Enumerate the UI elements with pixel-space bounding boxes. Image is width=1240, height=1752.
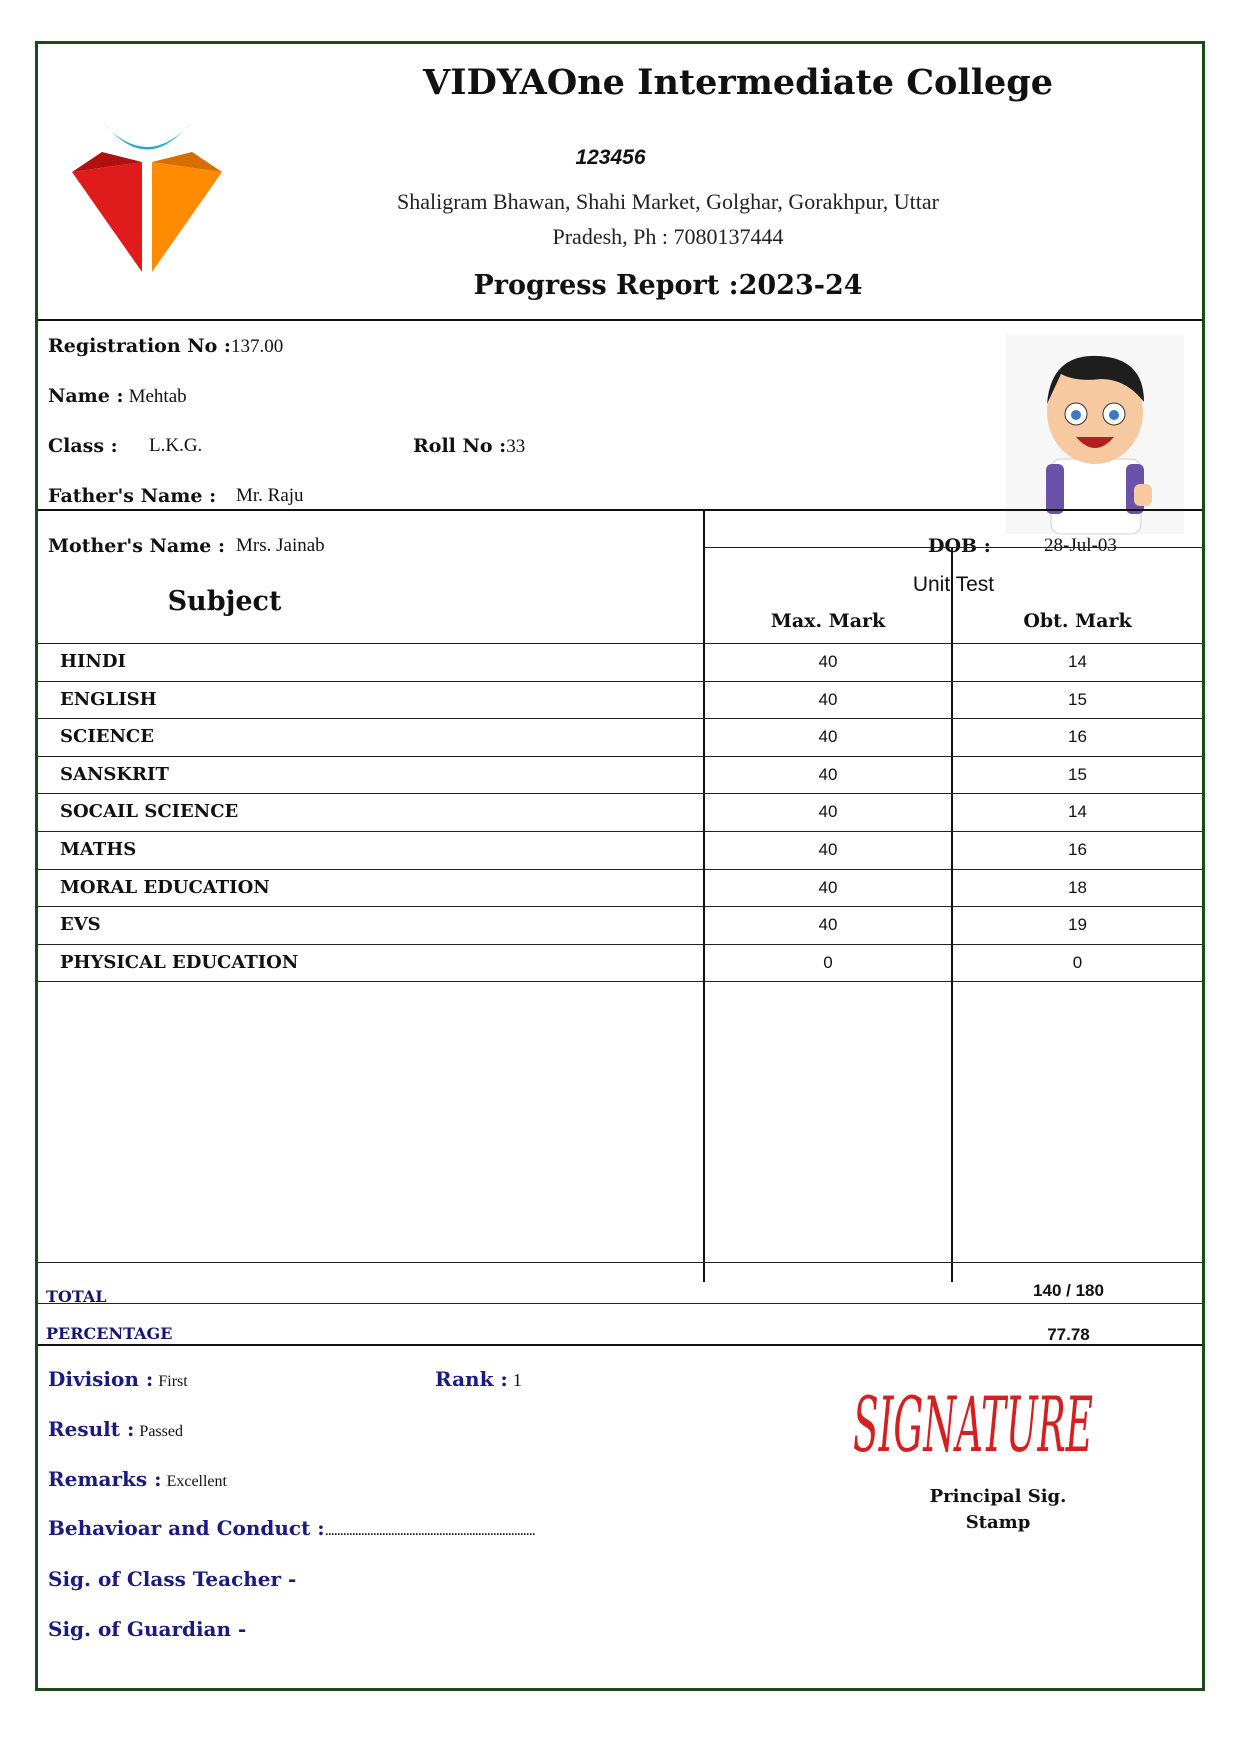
registration-value: 137.00 <box>230 336 284 357</box>
report-title: Progress Report :2023-24 <box>473 270 863 301</box>
class-teacher-signature-label: Sig. of Class Teacher - <box>48 1567 297 1591</box>
guardian-signature-label: Sig. of Guardian - <box>48 1617 247 1641</box>
name-label: Name : <box>48 385 124 407</box>
max-mark-cell: 40 <box>818 840 838 859</box>
unit-test-header: Unit Test <box>912 573 995 596</box>
obt-mark-cell: 15 <box>1068 764 1087 784</box>
obt-mark-cell: 16 <box>1068 840 1087 859</box>
college-name: VIDYAOne Intermediate College <box>422 62 1054 103</box>
rank-row <box>435 1367 522 1391</box>
obt-mark-cell: 18 <box>1068 877 1087 897</box>
dob-value: 28-Jul-03 <box>1044 535 1117 556</box>
principal-label: Principal Sig. <box>929 1486 1067 1507</box>
college-code: 123456 <box>575 146 646 169</box>
remarks-row <box>48 1467 227 1491</box>
father-value: Mr. Raju <box>236 485 304 506</box>
obt-mark-cell: 19 <box>1068 915 1087 935</box>
table-bottom-divider <box>38 1344 1202 1346</box>
obt-mark-cell: 15 <box>1068 689 1087 709</box>
table-row-divider <box>38 869 1202 870</box>
roll-value: 33 <box>506 436 526 457</box>
college-logo <box>62 112 232 282</box>
report-card <box>35 41 1205 1691</box>
division-row <box>48 1367 188 1391</box>
rank-label: Rank : <box>435 1367 508 1391</box>
subject-name: SANSKRIT <box>60 763 169 785</box>
total-value: 140 / 180 <box>1033 1281 1104 1300</box>
class-row <box>48 435 118 457</box>
table-header-divider <box>38 643 1202 644</box>
obt-mark-cell: 16 <box>1068 727 1087 747</box>
class-label: Class : <box>48 435 118 457</box>
signature-text: SIGNATURE <box>853 1380 1093 1470</box>
class-value: L.K.G. <box>149 435 203 456</box>
max-mark-cell: 0 <box>823 952 833 972</box>
subject-name: HINDI <box>60 651 126 672</box>
max-mark-cell: 40 <box>818 652 838 671</box>
address-line-2: Pradesh, Ph : 7080137444 <box>552 224 784 249</box>
behaviour-row <box>48 1516 535 1540</box>
max-mark-cell: 40 <box>818 727 838 747</box>
result-label: Result : <box>48 1417 135 1441</box>
info-divider <box>38 509 1202 511</box>
student-photo <box>1006 334 1184 534</box>
subject-name: SOCAIL SCIENCE <box>60 801 239 823</box>
subject-name: ENGLISH <box>60 688 157 710</box>
rank-value: 1 <box>512 1370 522 1390</box>
table-row-divider <box>38 681 1202 682</box>
max-mark-header: Max. Mark <box>770 610 886 632</box>
address-line-1: Shaligram Bhawan, Shahi Market, Golghar, Gorakhpur, Uttar <box>397 189 939 214</box>
max-mark-cell: 40 <box>818 915 838 935</box>
college-address <box>298 184 1038 254</box>
principal-signature <box>848 1359 1098 1469</box>
name-row <box>48 385 187 408</box>
header-divider <box>38 319 1202 321</box>
subject-name: MORAL EDUCATION <box>60 876 270 898</box>
registration-row <box>48 335 283 358</box>
subject-name: EVS <box>60 914 101 936</box>
name-value: Mehtab <box>128 386 187 407</box>
percentage-value: 77.78 <box>1047 1325 1090 1344</box>
roll-label: Roll No : <box>413 435 507 457</box>
result-row <box>48 1417 183 1441</box>
subject-name: PHYSICAL EDUCATION <box>60 951 299 973</box>
table-row-divider <box>38 793 1202 794</box>
obt-mark-cell: 14 <box>1068 802 1087 822</box>
father-label: Father's Name : <box>48 485 217 507</box>
total-label: TOTAL <box>46 1287 107 1306</box>
table-row-divider <box>38 756 1202 757</box>
remarks-value: Excellent <box>166 1473 227 1490</box>
unit-test-divider <box>705 547 1202 548</box>
mother-label: Mother's Name : <box>48 535 226 557</box>
division-label: Division : <box>48 1367 154 1391</box>
subject-name: SCIENCE <box>60 726 154 748</box>
division-value: First <box>158 1373 188 1390</box>
max-mark-cell: 40 <box>818 689 838 709</box>
remarks-label: Remarks : <box>48 1467 162 1491</box>
registration-label: Registration No : <box>48 335 231 357</box>
table-row-divider <box>38 981 1202 982</box>
max-mark-cell: 40 <box>818 877 838 897</box>
principal-block <box>898 1484 1098 1536</box>
mother-value: Mrs. Jainab <box>236 535 325 556</box>
behaviour-dots: ...................................................................... <box>324 1522 535 1539</box>
dob-label: DOB : <box>928 535 991 557</box>
obt-mark-cell: 14 <box>1068 652 1087 671</box>
table-row-divider <box>38 906 1202 907</box>
max-mark-cell: 40 <box>818 802 838 822</box>
max-mark-cell: 40 <box>818 764 838 784</box>
table-row-divider <box>38 831 1202 832</box>
subject-header: Subject <box>167 586 282 617</box>
obt-mark-header: Obt. Mark <box>1023 610 1132 632</box>
behaviour-label: Behavioar and Conduct : <box>48 1516 325 1540</box>
result-value: Passed <box>139 1423 183 1440</box>
table-row-divider <box>38 718 1202 719</box>
blank-area-divider <box>38 1262 1202 1263</box>
stamp-label: Stamp <box>965 1512 1031 1533</box>
total-divider <box>38 1303 1202 1304</box>
roll-row <box>413 435 525 458</box>
obt-mark-cell: 0 <box>1072 952 1083 972</box>
subject-name: MATHS <box>60 839 137 860</box>
table-row-divider <box>38 944 1202 945</box>
percentage-label: PERCENTAGE <box>46 1324 173 1343</box>
